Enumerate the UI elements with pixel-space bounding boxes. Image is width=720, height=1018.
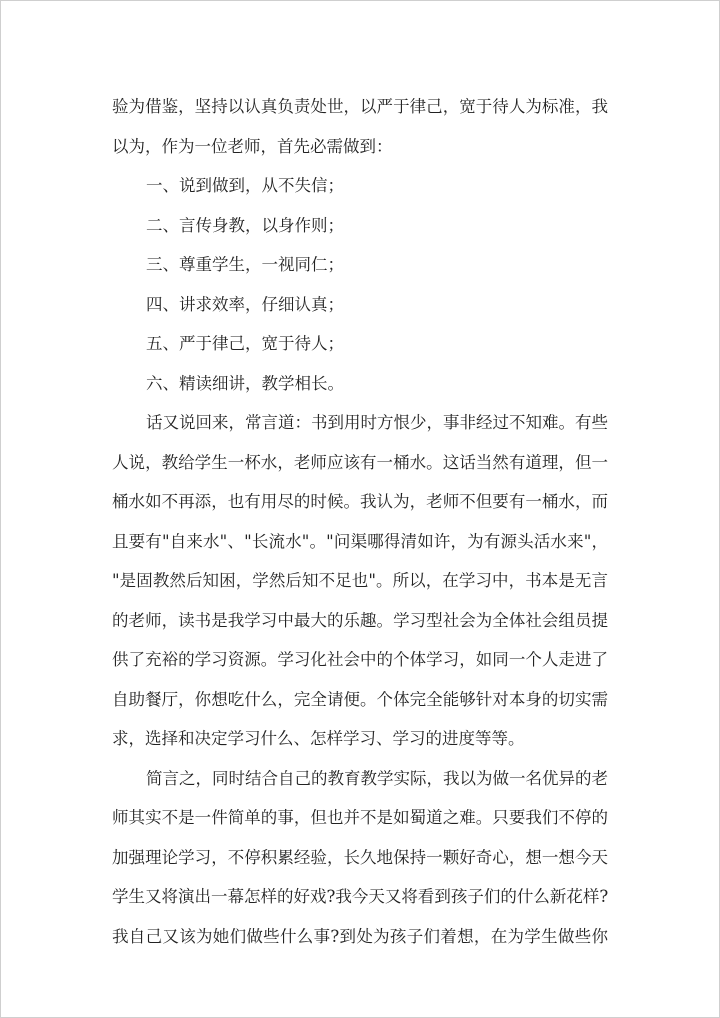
paragraph-start-line: 话又说回来，常言道：书到用时方恨少，事非经过不知难。有些	[146, 413, 608, 432]
text-line: 人说，教给学生一杯水，老师应该有一桶水。这话当然有道理，但一	[112, 452, 608, 472]
list-item: 二、言传身教，以身作则；	[146, 215, 344, 235]
document-body	[112, 87, 608, 956]
text-line: 以为，作为一位老师，首先必需做到：	[112, 136, 393, 156]
text-line: 学生又将演出一幕怎样的好戏?我今天又将看到孩子们的什么新花样?	[112, 887, 609, 906]
text-line: 供了充裕的学习资源。学习化社会中的个体学习，如同一个人走进了	[112, 650, 608, 669]
text-line: 求，选择和决定学习什么、怎样学习、学习的进度等等。	[112, 729, 525, 748]
text-line: 且要有"自来水"、"长流水"。"问渠哪得清如许，为有源头活水来"，	[112, 531, 608, 551]
text-line: 师其实不是一件简单的事，但也并不是如蜀道之难。只要我们不停的	[112, 808, 608, 827]
list-item: 五、严于律己，宽于待人；	[146, 334, 344, 353]
text-line: 桶水如不再添，也有用尽的时候。我认为，老师不但要有一桶水，而	[112, 492, 608, 511]
text-line: 的老师，读书是我学习中最大的乐趣。学习型社会为全体社会组员提	[112, 610, 608, 630]
list-item: 六、精读细讲，教学相长。	[146, 373, 344, 393]
text-line: 我自己又该为她们做些什么事?到处为孩子们着想，在为学生做些你	[112, 926, 608, 946]
list-item: 四、讲求效率，仔细认真；	[146, 294, 344, 314]
text-line: 验为借鉴，坚持以认真负责处世，以严于律己，宽于待人为标准，我	[112, 97, 608, 116]
list-item: 三、尊重学生，一视同仁；	[146, 255, 344, 274]
list-item: 一、说到做到，从不失信；	[146, 176, 344, 195]
text-line: "是固教然后知困，学然后知不足也"。所以，在学习中，书本是无言	[112, 571, 608, 590]
text-line: 加强理论学习，不停积累经验，长久地保持一颗好奇心，想一想今天	[112, 847, 608, 867]
text-line: 自助餐厅，你想吃什么，完全请便。个体完全能够针对本身的切实需	[112, 689, 608, 709]
paragraph-start-line: 简言之，同时结合自己的教育教学实际，我以为做一名优异的老	[146, 768, 608, 788]
